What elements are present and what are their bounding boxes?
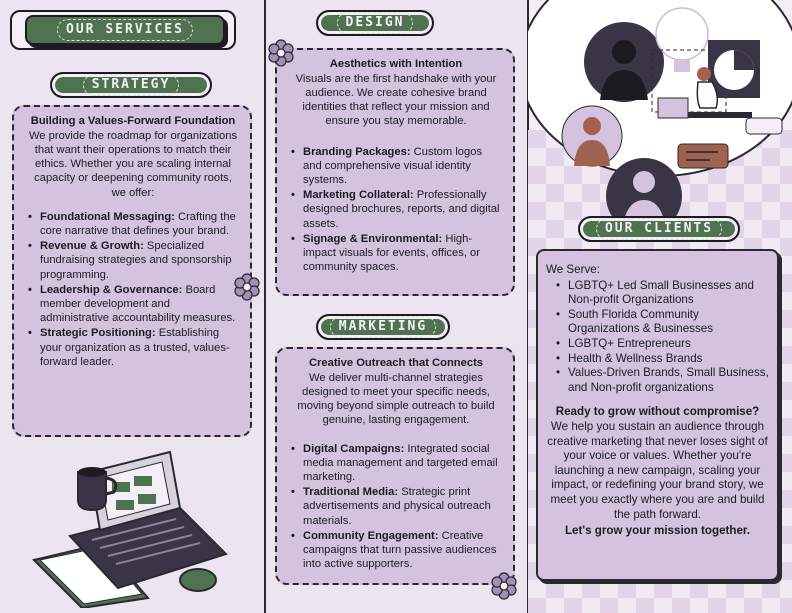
mouse-icon <box>180 569 216 591</box>
fold-line-left <box>264 0 266 613</box>
design-list <box>289 145 503 275</box>
marketing-pill <box>316 314 450 340</box>
marketing-pill-text: MARKETING <box>330 316 436 338</box>
cta-title: Ready to grow without compromise? <box>555 405 760 419</box>
clients-list <box>546 279 769 396</box>
list-item: • South Florida Community Organizations & Businesses <box>546 308 769 337</box>
list-item: • LGBTQ+ Led Small Businesses and Non-profit Organizations <box>546 279 769 308</box>
item-desc: Specialized fundraising strategies and sponsorship programming. <box>40 240 232 281</box>
list-item <box>26 210 240 238</box>
strategy-card <box>12 105 252 437</box>
team-illustration <box>528 0 792 240</box>
design-pill-text: DESIGN <box>337 12 414 34</box>
flower-icon <box>232 272 262 302</box>
item-desc: Creative campaigns that turn passive audiences into active supporters. <box>303 529 497 571</box>
list-item <box>289 188 503 231</box>
list-item <box>289 232 503 275</box>
list-item <box>289 529 503 572</box>
strategy-intro: We provide the roadmap for organizations that want their operations to match their ethics. Whether you are scaling internal capacity or deepening community roots, we offer: <box>28 129 238 199</box>
list-item: • LGBTQ+ Entrepreneurs <box>546 337 769 352</box>
we-serve-label: We Serve: <box>546 263 600 276</box>
call-to-action <box>546 405 769 538</box>
design-pill <box>316 10 434 36</box>
item-desc: Establishing your organization as a trusted, values-forward leader. <box>40 327 230 368</box>
list-item <box>26 326 240 369</box>
item-term: Revenue & Growth: <box>40 240 144 253</box>
marketing-list <box>289 442 503 572</box>
strategy-title: Building a Values-Forward Foundation <box>30 115 236 127</box>
item-desc: Custom logos and comprehensive visual identity systems. <box>303 145 483 187</box>
list-item: • Values-Driven Brands, Small Business, and Non-profit organizations <box>546 366 769 395</box>
clients-pill <box>578 216 740 242</box>
item-term: Marketing Collateral: <box>303 189 414 202</box>
flower-icon <box>266 38 296 68</box>
marketing-card <box>275 347 515 585</box>
services-header <box>25 15 225 45</box>
design-card <box>275 48 515 296</box>
clients-pill-text: OUR CLIENTS <box>596 218 722 240</box>
list-item <box>289 145 503 188</box>
list-item <box>26 239 240 282</box>
item-term: Traditional Media: <box>303 486 399 499</box>
item-term: Leadership & Governance: <box>40 283 183 296</box>
cta-body: We help you sustain an audience through creative marketing that never loses sight of your voice or values. Whether you're launching a new campaign, scaling your impact, or redefining your brand story, we meet you exactly where you are and build the path forward. <box>547 419 768 521</box>
marketing-intro: We deliver multi-channel strategies designed to meet your specific needs, moving beyond simple outreach to build genuine, lasting engagement. <box>297 371 495 427</box>
cta-closing: Let's grow your mission together. <box>564 524 751 538</box>
marketing-title: Creative Outreach that Connects <box>308 357 484 369</box>
item-desc: Integrated social media management and targeted email marketing. <box>303 442 498 484</box>
item-term: Foundational Messaging: <box>40 210 175 223</box>
clients-card <box>536 249 779 581</box>
list-item <box>289 485 503 528</box>
item-term: Strategic Positioning: <box>40 327 156 340</box>
item-term: Digital Campaigns: <box>303 442 405 455</box>
design-intro: Visuals are the first handshake with your audience. We create cohesive brand identities that reflect your mission and ensure you stay memorable. <box>295 72 497 128</box>
list-item: • Health & Wellness Brands <box>546 352 769 367</box>
flower-icon <box>489 571 519 601</box>
item-desc: Board member development and administrative accountability measures. <box>40 283 236 325</box>
design-title: Aesthetics with Intention <box>329 58 463 70</box>
strategy-pill <box>50 72 212 98</box>
list-item <box>26 283 240 326</box>
strategy-pill-text: STRATEGY <box>83 74 180 96</box>
item-desc: Professionally designed brochures, reports, and digital assets. <box>303 189 500 230</box>
item-term: Branding Packages: <box>303 145 411 158</box>
item-term: Signage & Environmental: <box>303 232 443 245</box>
laptop-illustration <box>30 448 230 608</box>
strategy-list <box>26 210 240 369</box>
services-header-text: OUR SERVICES <box>57 19 193 41</box>
item-term: Community Engagement: <box>303 529 439 542</box>
item-desc: Strategic print advertisements and physical outreach materials. <box>303 486 491 527</box>
item-desc: High-impact visuals for events, offices, or community spaces. <box>303 232 481 274</box>
list-item <box>289 442 503 485</box>
item-desc: Crafting the core narrative that defines your brand. <box>40 210 236 238</box>
